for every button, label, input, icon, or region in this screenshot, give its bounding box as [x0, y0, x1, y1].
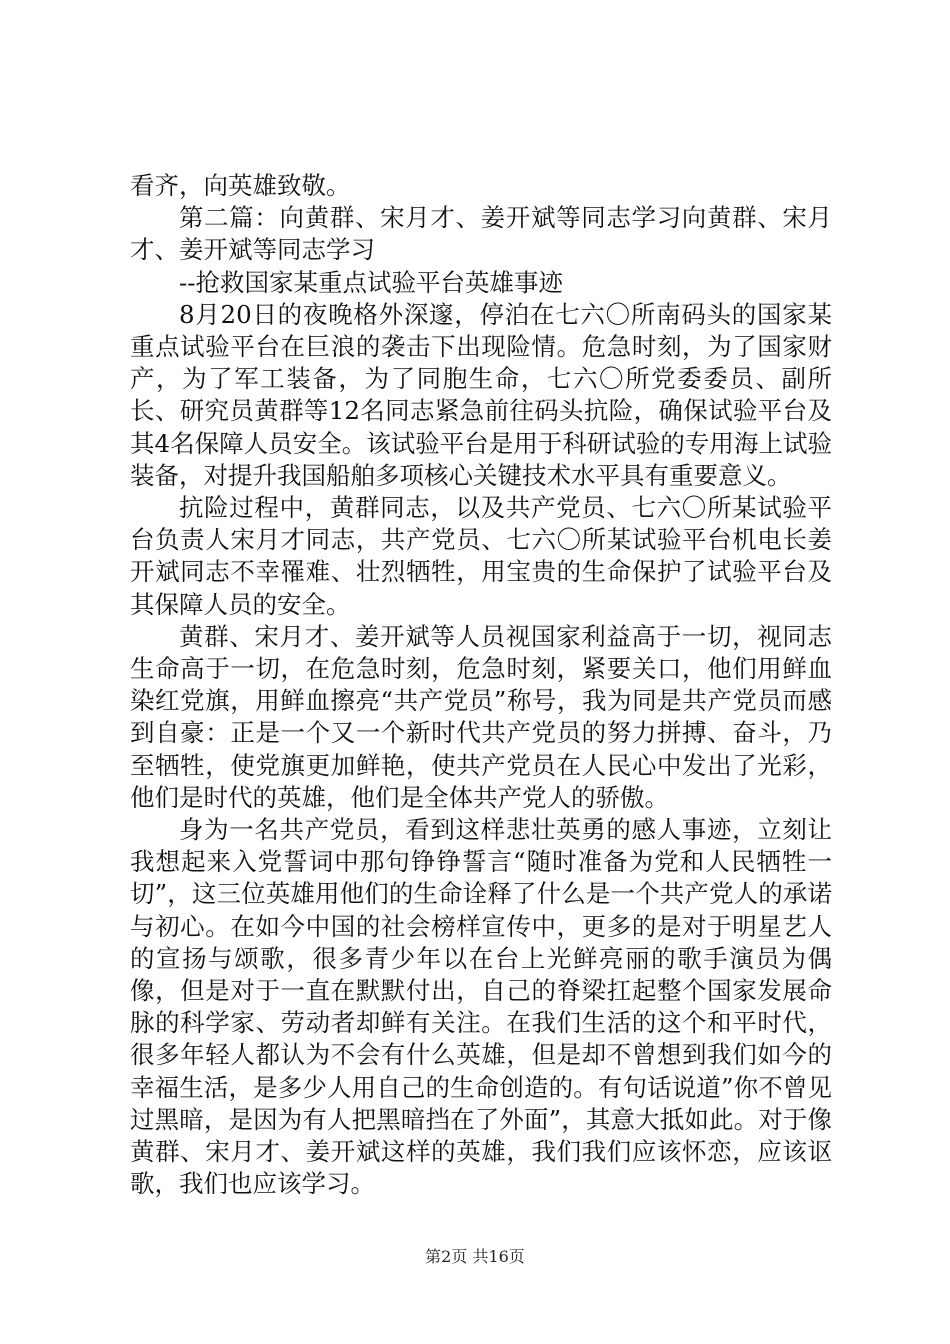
paragraph-article-title: 第二篇：向黄群、宋月才、姜开斌等同志学习向黄群、宋月才、姜开斌等同志学习	[130, 203, 832, 265]
document-body	[130, 170, 832, 1201]
paragraph-body: 黄群、宋月才、姜开斌等人员视国家利益高于一切，视同志生命高于一切，在危急时刻，危急时刻，紧要关口，他们用鲜血染红党旗，用鲜血擦亮“共产党员”称号，我为同是共产党员而感到自豪：正是一个又一个新时代共产党员的努力拼搏、奋斗，乃至牺牲，使党旗更加鲜艳，使共产党员在人民心中发出了光彩，他们是时代的英雄，他们是全体共产党人的骄傲。	[130, 621, 832, 812]
paragraph-subtitle: --抢救国家某重点试验平台英雄事迹	[179, 267, 564, 297]
paragraph-continuation: 看齐，向英雄致敬。	[130, 171, 351, 200]
paragraph-body: 抗险过程中，黄群同志，以及共产党员、七六〇所某试验平台负责人宋月才同志，共产党员、七六〇所某试验平台机电长姜开斌同志不幸罹难、壮烈牺牲，用宝贵的生命保护了试验平台及其保障人员的安全。	[130, 493, 832, 619]
paragraph-body: 8月20日的夜晚格外深邃，停泊在七六〇所南码头的国家某重点试验平台在巨浪的袭击下出现险情。危急时刻，为了国家财产，为了军工装备，为了同胞生命，七六〇所党委委员、副所长、研究员黄群等12名同志紧急前往码头抗险，确保试验平台及其4名保障人员安全。该试验平台是用于科研试验的专用海上试验装备，对提升我国船舶多项核心关键技术水平具有重要意义。	[130, 299, 832, 490]
page-number-footer: 第2页 共16页	[425, 1247, 525, 1266]
paragraph-body: 身为一名共产党员，看到这样悲壮英勇的感人事迹，立刻让我想起来入党誓词中那句铮铮誓言“随时准备为党和人民牺牲一切”，这三位英雄用他们的生命诠释了什么是一个共产党人的承诺与初心。在如今中国的社会榜样宣传中，更多的是对于明星艺人的宣扬与颂歌，很多青少年以在台上光鲜亮丽的歌手演员为偶像，但是对于一直在默默付出，自己的脊梁扛起整个国家发展命脉的科学家、劳动者却鲜有关注。在我们生活的这个和平时代，很多年轻人都认为不会有什么英雄，但是却不曾想到我们如今的幸福生活，是多少人用自己的生命创造的。有句话说道”你不曾见过黑暗，是因为有人把黑暗挡在了外面”，其意大抵如此。对于像黄群、宋月才、姜开斌这样的英雄，我们我们应该怀恋，应该讴歌，我们也应该学习。	[130, 815, 832, 1199]
